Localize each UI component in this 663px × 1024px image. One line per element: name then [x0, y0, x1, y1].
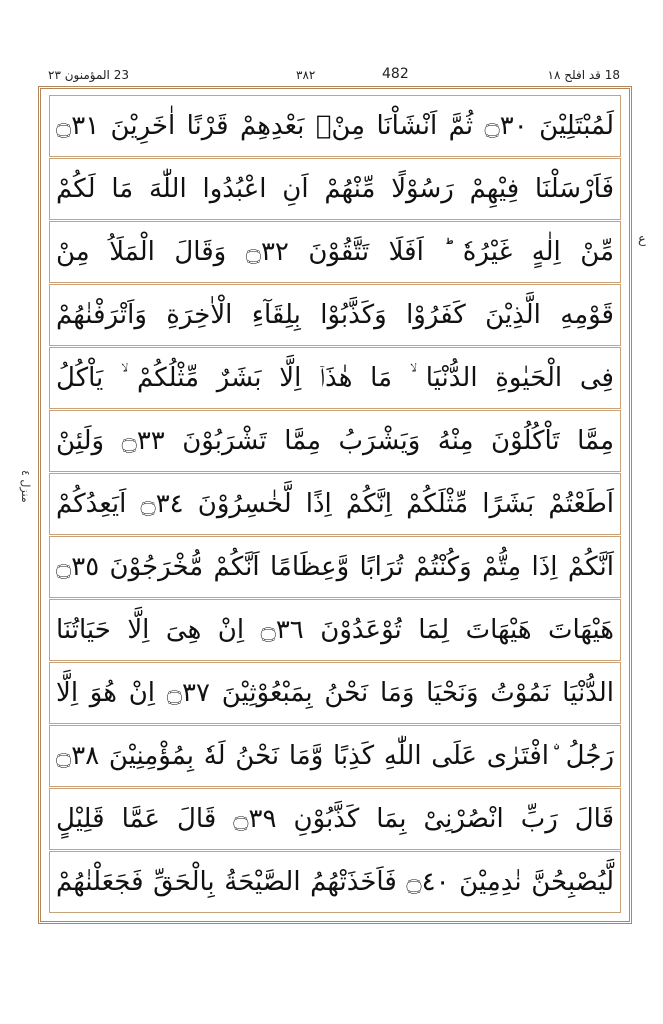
- page-number-arabic: ٣٨٢: [296, 68, 316, 82]
- text-line-3: مِّنْ اِلٰهٍ غَيْرُهٗ ؕ اَفَلَا تَتَّقُوْنَ ۝٣٢ وَقَالَ الْمَلَاُ مِنْ: [49, 221, 621, 283]
- manzil-marker: منزل ٤: [19, 470, 32, 503]
- text-line-2: فَاَرْسَلْنَا فِيْهِمْ رَسُوْلًا مِّنْهُمْ اَنِ اعْبُدُوا اللّٰهَ مَا لَكُمْ: [49, 158, 621, 220]
- text-line-6: مِمَّا تَاْكُلُوْنَ مِنْهُ وَيَشْرَبُ مِمَّا تَشْرَبُوْنَ ۝٣٣ وَلَئِنْ: [49, 410, 621, 472]
- page-header: [38, 64, 630, 86]
- surah-name: 23 المؤمنون ٢٣: [48, 68, 129, 82]
- text-line-10: الدُّنْيَا نَمُوْتُ وَنَحْيَا وَمَا نَحْنُ بِمَبْعُوْثِيْنَ ۝٣٧ اِنْ هُوَ اِلَّا: [49, 662, 621, 724]
- text-line-8: اَنَّكُمْ اِذَا مِتُّمْ وَكُنْتُمْ تُرَابًا وَّعِظَامًا اَنَّكُمْ مُّخْرَجُوْنَ ۝٣٥: [49, 536, 621, 598]
- juz-name: 18 قد افلح ١٨: [547, 68, 620, 82]
- text-line-5: فِى الْحَيٰوةِ الدُّنْيَا ۙ مَا هٰذَاۤ اِلَّا بَشَرٌ مِّثْلُكُمْ ۙ يَاْكُلُ: [49, 347, 621, 409]
- text-line-13: لَّيُصْبِحُنَّ نٰدِمِيْنَ ۝٤٠ فَاَخَذَتْهُمُ الصَّيْحَةُ بِالْحَقِّ فَجَعَلْنٰهُمْ: [49, 851, 621, 913]
- page-number: 482: [382, 66, 409, 82]
- text-line-11: رَجُلُ ۨافْتَرٰى عَلَى اللّٰهِ كَذِبًا وَّمَا نَحْنُ لَهٗ بِمُؤْمِنِيْنَ ۝٣٨: [49, 725, 621, 787]
- quran-page-frame: [38, 86, 632, 924]
- text-line-4: قَوْمِهِ الَّذِيْنَ كَفَرُوْا وَكَذَّبُوْا بِلِقَآءِ الْاٰخِرَةِ وَاَتْرَفْنٰهُمْ: [49, 284, 621, 346]
- text-line-9: هَيْهَاتَ هَيْهَاتَ لِمَا تُوْعَدُوْنَ ۝٣٦ اِنْ هِىَ اِلَّا حَيَاتُنَا: [49, 599, 621, 661]
- text-line-7: اَطَعْتُمْ بَشَرًا مِّثْلَكُمْ اِنَّكُمْ اِذًا لَّخٰسِرُوْنَ ۝٣٤ اَيَعِدُكُمْ: [49, 473, 621, 535]
- rukuh-marker: ع: [638, 232, 646, 247]
- text-line-1: لَمُبْتَلِيْنَ ۝٣٠ ثُمَّ اَنْشَاْنَا مِنْۢ بَعْدِهِمْ قَرْنًا اٰخَرِيْنَ ۝٣١: [49, 95, 621, 157]
- text-line-12: قَالَ رَبِّ انْصُرْنِىْ بِمَا كَذَّبُوْنِ ۝٣٩ قَالَ عَمَّا قَلِيْلٍ: [49, 788, 621, 850]
